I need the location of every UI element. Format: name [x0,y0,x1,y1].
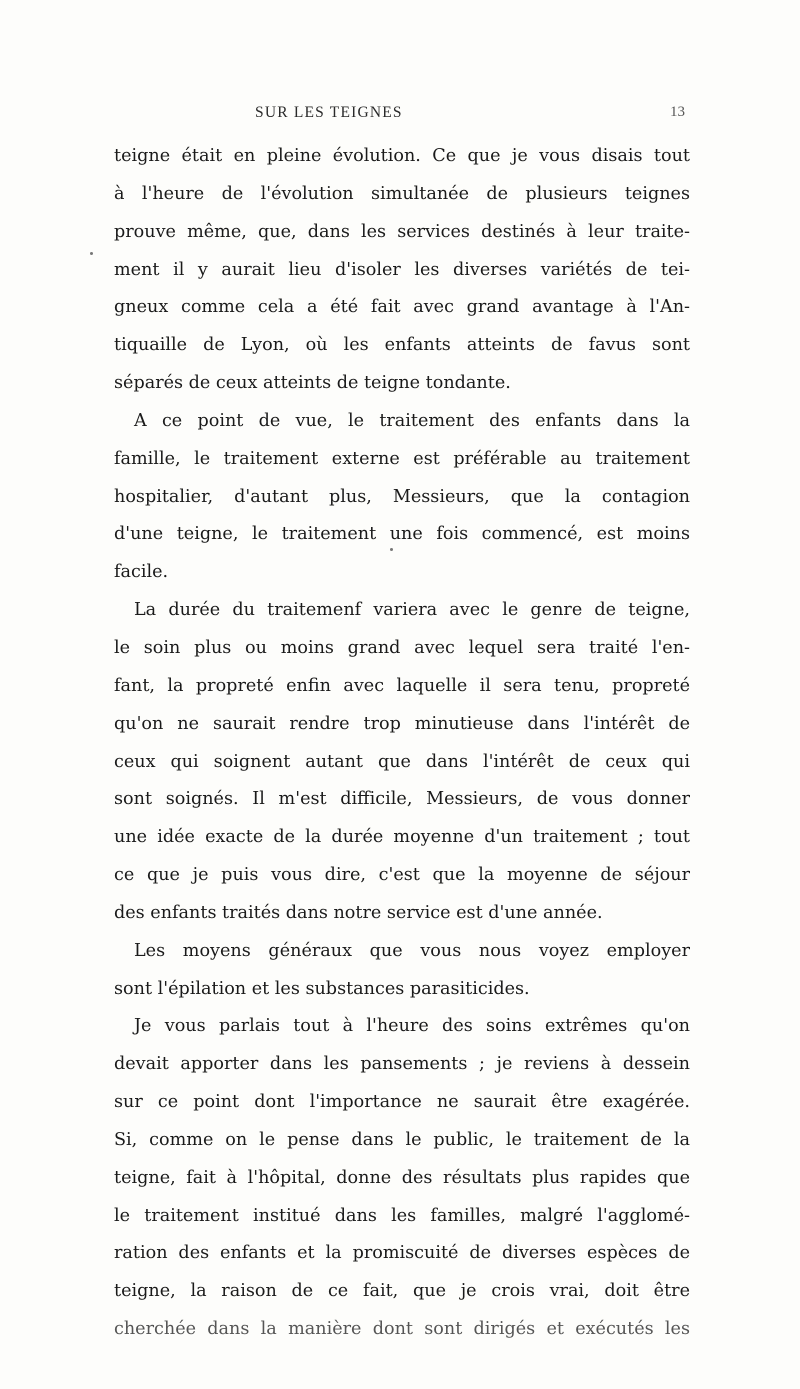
text-line: Les moyens généraux que vous nous voyez employer [134,940,690,961]
text-line: teigne était en pleine évolution. Ce que je vous disais tout [114,146,690,166]
text-line: cherchée dans la manière dont sont dirigés et exécutés les [114,1319,690,1340]
text-line: gneux comme cela a été fait avec grand avantage à l'An- [114,297,690,318]
text-line: Si, comme on le pense dans le public, le traitement de la [114,1129,690,1150]
ink-speck [390,548,393,551]
text-line: tiquaille de Lyon, où les enfants atteints de favus sont [114,335,690,356]
text-line: sont soignés. Il m'est difficile, Messieurs, de vous donner [114,789,690,810]
text-line: famille, le traitement externe est préférable au traitement [114,448,690,469]
text-line: ceux qui soignent autant que dans l'intérêt de ceux qui [114,751,690,772]
text-line: prouve même, que, dans les services destinés à leur traite- [114,221,690,242]
text-line: des enfants traités dans notre service est d'une année. [114,902,603,923]
text-line: teigne, fait à l'hôpital, donne des résultats plus rapides que [114,1167,690,1188]
text-line: ment il y aurait lieu d'isoler les diverses variétés de tei- [114,259,690,280]
ink-speck [90,252,93,255]
text-line: à l'heure de l'évolution simultanée de plusieurs teignes [114,183,690,204]
text-line: hospitalier, d'autant plus, Messieurs, que la contagion [114,486,690,507]
text-line: qu'on ne saurait rendre trop minutieuse dans l'intérêt de [114,713,690,734]
text-line: le traitement institué dans les familles, malgré l'agglomé- [114,1205,690,1226]
text-line: séparés de ceux atteints de teigne tondante. [114,373,511,394]
text-line: ce que je puis vous dire, c'est que la moyenne de séjour [114,865,690,886]
text-line: fant, la propreté enfin avec laquelle il sera tenu, propreté [114,675,690,696]
text-line: La durée du traitemenf variera avec le genre de teigne, [134,600,690,621]
text-line: A ce point de vue, le traitement des enfants dans la [134,410,690,431]
text-line: Je vous parlais tout à l'heure des soins extrêmes qu'on [134,1016,690,1037]
running-title: SUR LES TEIGNES [255,104,403,121]
page-number: 13 [670,104,685,120]
text-line: facile. [114,562,169,583]
text-line: d'une teigne, le traitement une fois commencé, est moins [114,524,690,545]
running-head [115,104,685,124]
text-line: teigne, la raison de ce fait, que je crois vrai, doit être [114,1281,690,1302]
text-line: sur ce point dont l'importance ne saurait être exagérée. [114,1092,690,1113]
text-line: une idée exacte de la durée moyenne d'un traitement ; tout [114,827,690,848]
text-line: le soin plus ou moins grand avec lequel sera traité l'en- [114,637,690,658]
text-line: devait apporter dans les pansements ; je reviens à dessein [114,1054,690,1075]
text-line: sont l'épilation et les substances parasiticides. [114,978,530,999]
text-line: ration des enfants et la promiscuité de diverses espèces de [114,1243,690,1264]
body-text [114,138,690,1349]
